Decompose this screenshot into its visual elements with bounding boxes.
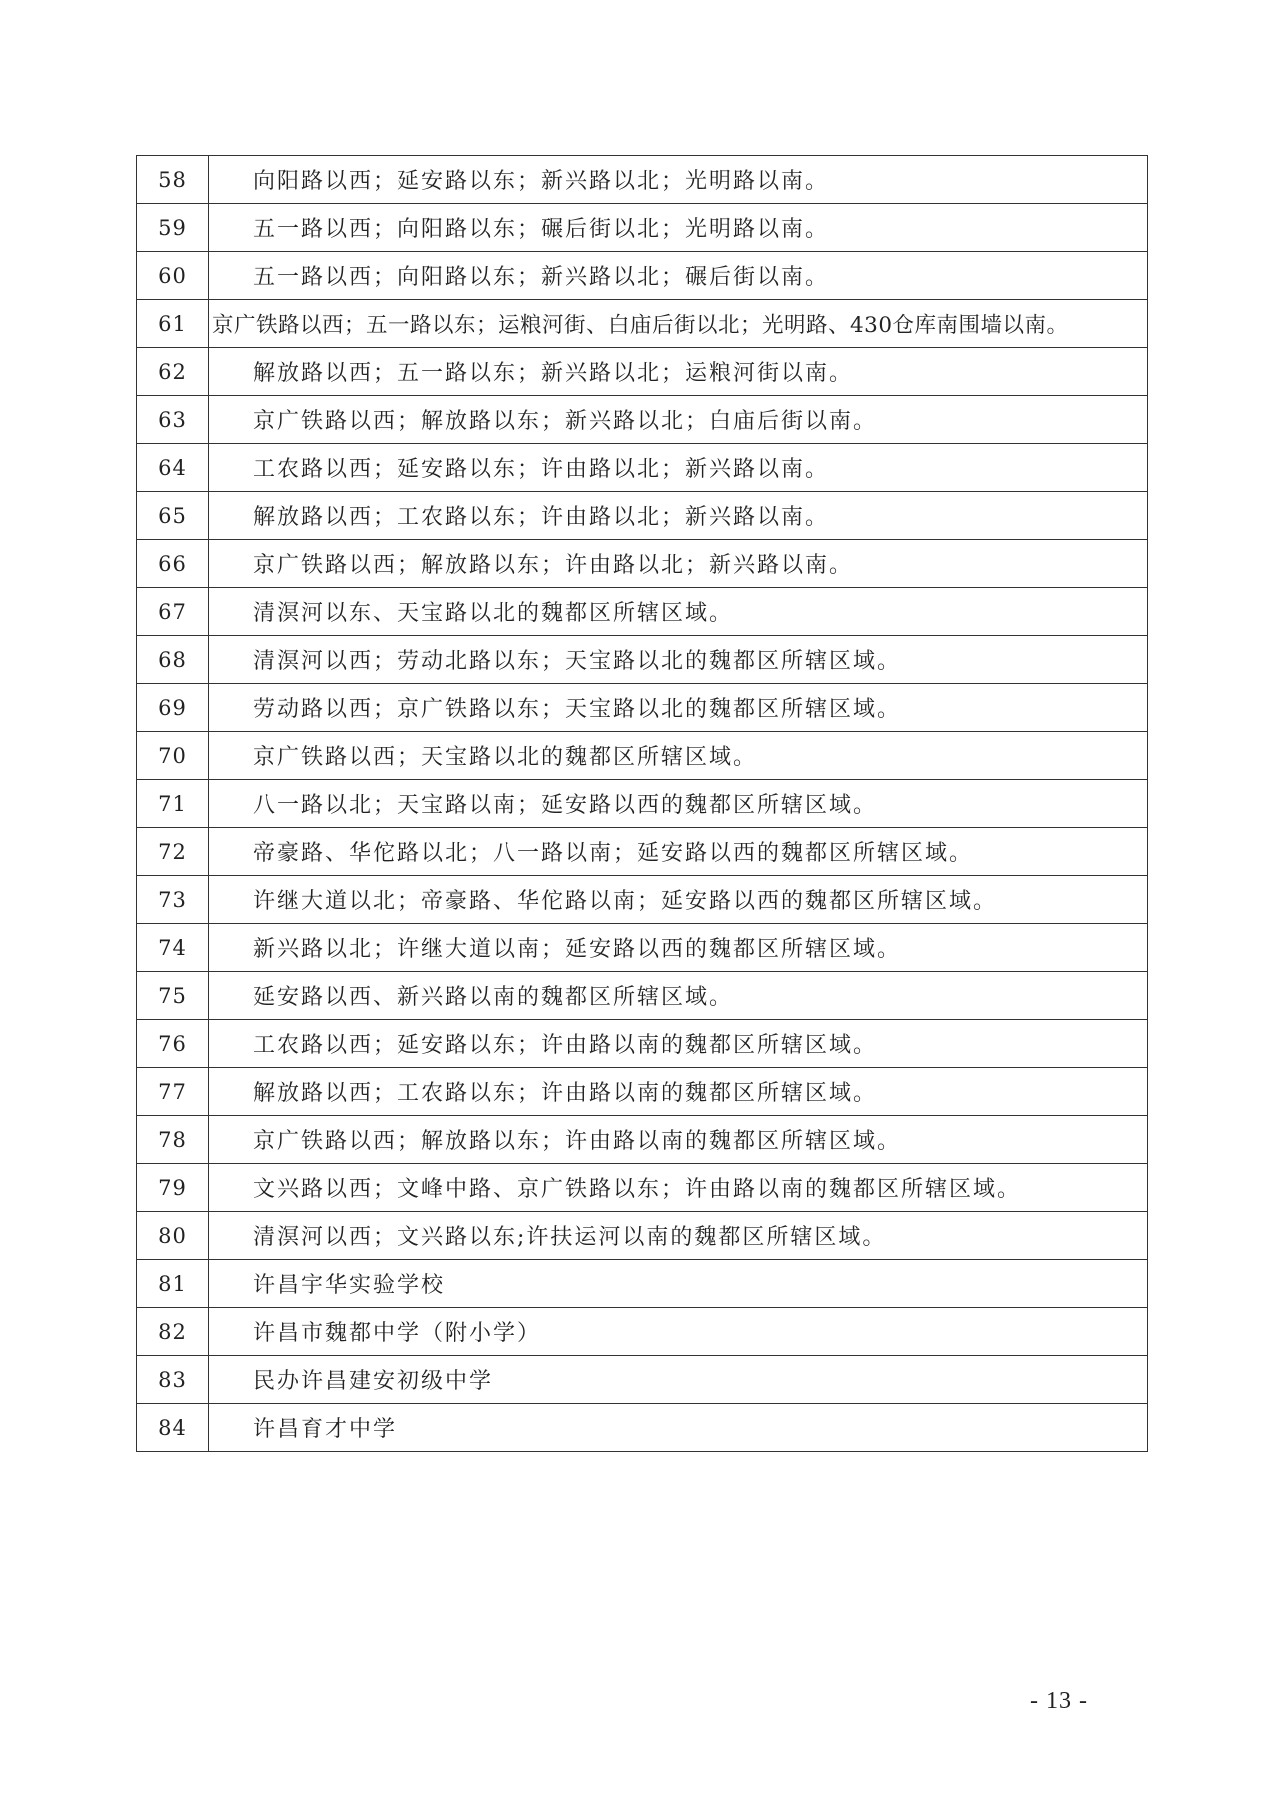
row-number: 83	[137, 1356, 209, 1404]
table-row	[137, 828, 1148, 876]
row-description: 清溟河以西；文兴路以东;许扶运河以南的魏都区所辖区域。	[209, 1212, 1148, 1260]
row-description: 向阳路以西；延安路以东；新兴路以北；光明路以南。	[209, 156, 1148, 204]
row-description: 解放路以西；工农路以东；许由路以南的魏都区所辖区域。	[209, 1068, 1148, 1116]
table-row	[137, 924, 1148, 972]
row-description: 许昌宇华实验学校	[209, 1260, 1148, 1308]
row-number: 59	[137, 204, 209, 252]
row-number: 73	[137, 876, 209, 924]
table-row	[137, 396, 1148, 444]
row-number: 76	[137, 1020, 209, 1068]
row-number: 82	[137, 1308, 209, 1356]
row-number: 69	[137, 684, 209, 732]
table-row	[137, 492, 1148, 540]
row-description: 清溟河以西；劳动北路以东；天宝路以北的魏都区所辖区域。	[209, 636, 1148, 684]
table-row	[137, 1020, 1148, 1068]
row-description: 延安路以西、新兴路以南的魏都区所辖区域。	[209, 972, 1148, 1020]
row-number: 84	[137, 1404, 209, 1452]
row-number: 63	[137, 396, 209, 444]
table-row	[137, 636, 1148, 684]
row-description: 五一路以西；向阳路以东；碾后街以北；光明路以南。	[209, 204, 1148, 252]
row-number: 67	[137, 588, 209, 636]
table-row	[137, 1116, 1148, 1164]
row-number: 78	[137, 1116, 209, 1164]
row-description: 京广铁路以西；解放路以东；许由路以北；新兴路以南。	[209, 540, 1148, 588]
row-description: 京广铁路以西；五一路以东；运粮河街、白庙后街以北；光明路、430仓库南围墙以南。	[209, 300, 1148, 348]
row-description: 工农路以西；延安路以东；许由路以北；新兴路以南。	[209, 444, 1148, 492]
row-number: 72	[137, 828, 209, 876]
row-description: 新兴路以北；许继大道以南；延安路以西的魏都区所辖区域。	[209, 924, 1148, 972]
row-description: 解放路以西；五一路以东；新兴路以北；运粮河街以南。	[209, 348, 1148, 396]
table-row	[137, 684, 1148, 732]
table-row	[137, 444, 1148, 492]
table-row	[137, 156, 1148, 204]
row-number: 77	[137, 1068, 209, 1116]
row-description: 工农路以西；延安路以东；许由路以南的魏都区所辖区域。	[209, 1020, 1148, 1068]
row-number: 75	[137, 972, 209, 1020]
row-description: 解放路以西；工农路以东；许由路以北；新兴路以南。	[209, 492, 1148, 540]
table-row	[137, 1260, 1148, 1308]
table-row	[137, 348, 1148, 396]
table-row	[137, 588, 1148, 636]
row-number: 65	[137, 492, 209, 540]
row-description: 京广铁路以西；解放路以东；新兴路以北；白庙后街以南。	[209, 396, 1148, 444]
table-row	[137, 204, 1148, 252]
table-row	[137, 540, 1148, 588]
row-description: 八一路以北；天宝路以南；延安路以西的魏都区所辖区域。	[209, 780, 1148, 828]
row-number: 74	[137, 924, 209, 972]
table-row	[137, 780, 1148, 828]
row-description: 许昌市魏都中学（附小学）	[209, 1308, 1148, 1356]
row-number: 70	[137, 732, 209, 780]
row-description: 许昌育才中学	[209, 1404, 1148, 1452]
row-description: 清溟河以东、天宝路以北的魏都区所辖区域。	[209, 588, 1148, 636]
row-number: 61	[137, 300, 209, 348]
row-number: 71	[137, 780, 209, 828]
row-description: 劳动路以西；京广铁路以东；天宝路以北的魏都区所辖区域。	[209, 684, 1148, 732]
row-description: 民办许昌建安初级中学	[209, 1356, 1148, 1404]
row-number: 66	[137, 540, 209, 588]
table-row	[137, 1212, 1148, 1260]
row-number: 62	[137, 348, 209, 396]
row-description: 帝豪路、华佗路以北；八一路以南；延安路以西的魏都区所辖区域。	[209, 828, 1148, 876]
table-body	[137, 156, 1148, 1452]
row-description: 五一路以西；向阳路以东；新兴路以北；碾后街以南。	[209, 252, 1148, 300]
table-row	[137, 1164, 1148, 1212]
row-number: 60	[137, 252, 209, 300]
row-number: 81	[137, 1260, 209, 1308]
table-row	[137, 972, 1148, 1020]
school-district-table	[136, 155, 1148, 1452]
row-description: 京广铁路以西；天宝路以北的魏都区所辖区域。	[209, 732, 1148, 780]
table-row	[137, 1404, 1148, 1452]
row-number: 80	[137, 1212, 209, 1260]
row-description: 文兴路以西；文峰中路、京广铁路以东；许由路以南的魏都区所辖区域。	[209, 1164, 1148, 1212]
table-row	[137, 732, 1148, 780]
table-row	[137, 300, 1148, 348]
row-description: 京广铁路以西；解放路以东；许由路以南的魏都区所辖区域。	[209, 1116, 1148, 1164]
table-row	[137, 1308, 1148, 1356]
row-number: 68	[137, 636, 209, 684]
table-row	[137, 876, 1148, 924]
row-number: 58	[137, 156, 209, 204]
table-row	[137, 1356, 1148, 1404]
table-row	[137, 1068, 1148, 1116]
row-number: 64	[137, 444, 209, 492]
table-row	[137, 252, 1148, 300]
row-number: 79	[137, 1164, 209, 1212]
row-description: 许继大道以北；帝豪路、华佗路以南；延安路以西的魏都区所辖区域。	[209, 876, 1148, 924]
page-number: - 13 -	[1030, 1688, 1088, 1714]
